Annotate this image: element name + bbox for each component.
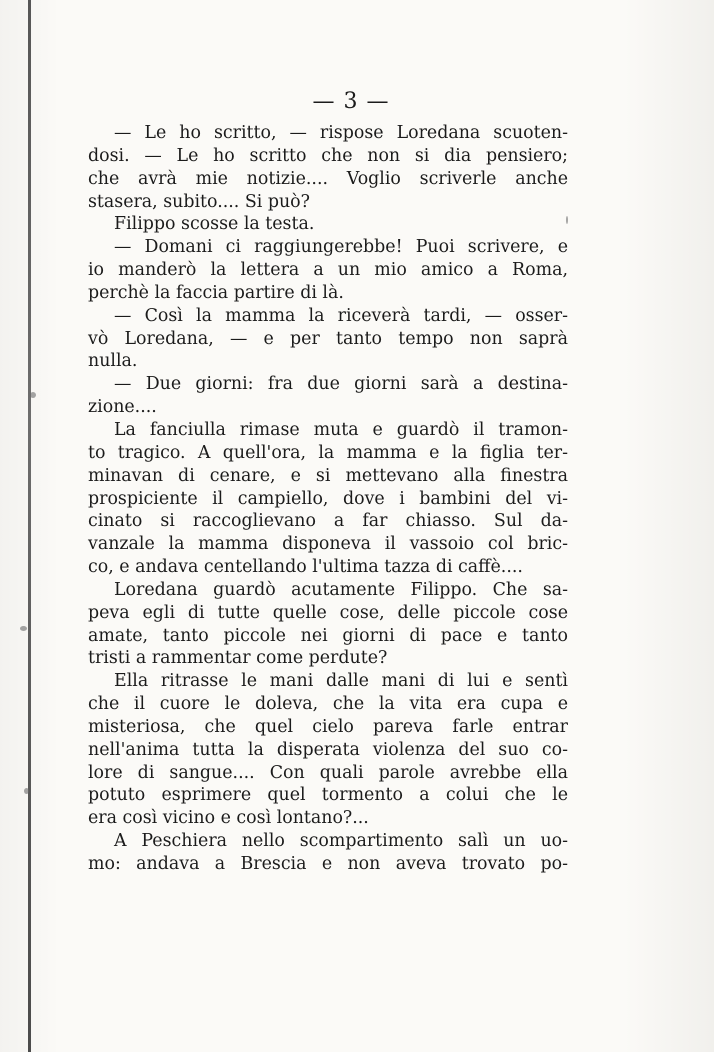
text-line: Filippo scosse la testa.	[114, 214, 315, 235]
text-line: Ella ritrasse le mani dalle mani di lui e sentì	[114, 671, 568, 692]
text-line: tristi a rammentar come perdute?	[88, 648, 388, 669]
text-line: prospiciente il campiello, dove i bambini del vi-	[88, 488, 568, 509]
text-line: — Due giorni: fra due giorni sarà a destina-	[114, 374, 568, 395]
text-line: mo: andava a Brescia e non aveva trovato po-	[88, 854, 568, 874]
text-line: La fanciulla rimase muta e guardò il tramon-	[114, 419, 568, 440]
text-line: misteriosa, che quel cielo pareva farle entrar	[88, 716, 568, 737]
ink-speck	[20, 626, 27, 631]
text-line: cinato si raccoglievano a far chiasso. Sul da-	[88, 511, 568, 532]
text-line: A Peschiera nello scompartimento salì un uo-	[114, 831, 568, 852]
text-line: — Domani ci raggiungerebbe! Puoi scrivere, e	[114, 237, 568, 258]
text-line: amate, tanto piccole nei giorni di pace e tanto	[88, 625, 568, 646]
text-line: co, e andava centellando l'ultima tazza di caffè....	[88, 557, 523, 578]
text-line: — Così la mamma la riceverà tardi, — osser-	[114, 305, 568, 326]
text-line: dosi. — Le ho scritto che non si dia pensiero;	[88, 145, 568, 166]
text-line: nell'anima tutta la disperata violenza del suo co-	[88, 739, 568, 760]
text-line: che avrà mie notizie.... Voglio scriverle anche	[88, 168, 568, 189]
text-line: nulla.	[88, 351, 138, 372]
text-line: stasera, subito.... Si può?	[88, 191, 310, 212]
text-line: minavan di cenare, e si mettevano alla finestra	[88, 465, 568, 486]
text-line: lore di sangue.... Con quali parole avrebbe ella	[88, 762, 568, 783]
text-line: — Le ho scritto, — rispose Loredana scuoten-	[114, 123, 568, 143]
text-line: che il cuore le doleva, che la vita era cupa e	[88, 694, 568, 715]
text-line: peva egli di tutte quelle cose, delle piccole cose	[88, 602, 568, 623]
text-line: potuto esprimere quel tormento a colui che le	[88, 785, 568, 806]
text-line: Loredana guardò acutamente Filippo. Che sa-	[114, 579, 568, 600]
ink-speck	[24, 788, 29, 794]
text-line: vanzale la mamma disponeva il vassoio col bric-	[88, 534, 568, 555]
body-text	[88, 122, 568, 876]
binding-edge	[28, 0, 31, 1052]
text-line: to tragico. A quell'ora, la mamma e la figlia ter-	[88, 442, 568, 463]
text-line: vò Loredana, — e per tanto tempo non saprà	[88, 328, 568, 349]
text-line: era così vicino e così lontano?...	[88, 808, 369, 829]
text-line: zione....	[88, 397, 157, 418]
text-line: io manderò la lettera a un mio amico a Roma,	[88, 260, 568, 281]
text-line: perchè la faccia partire di là.	[88, 282, 344, 303]
page-number: — 3 —	[312, 89, 390, 114]
ink-speck	[30, 392, 36, 398]
